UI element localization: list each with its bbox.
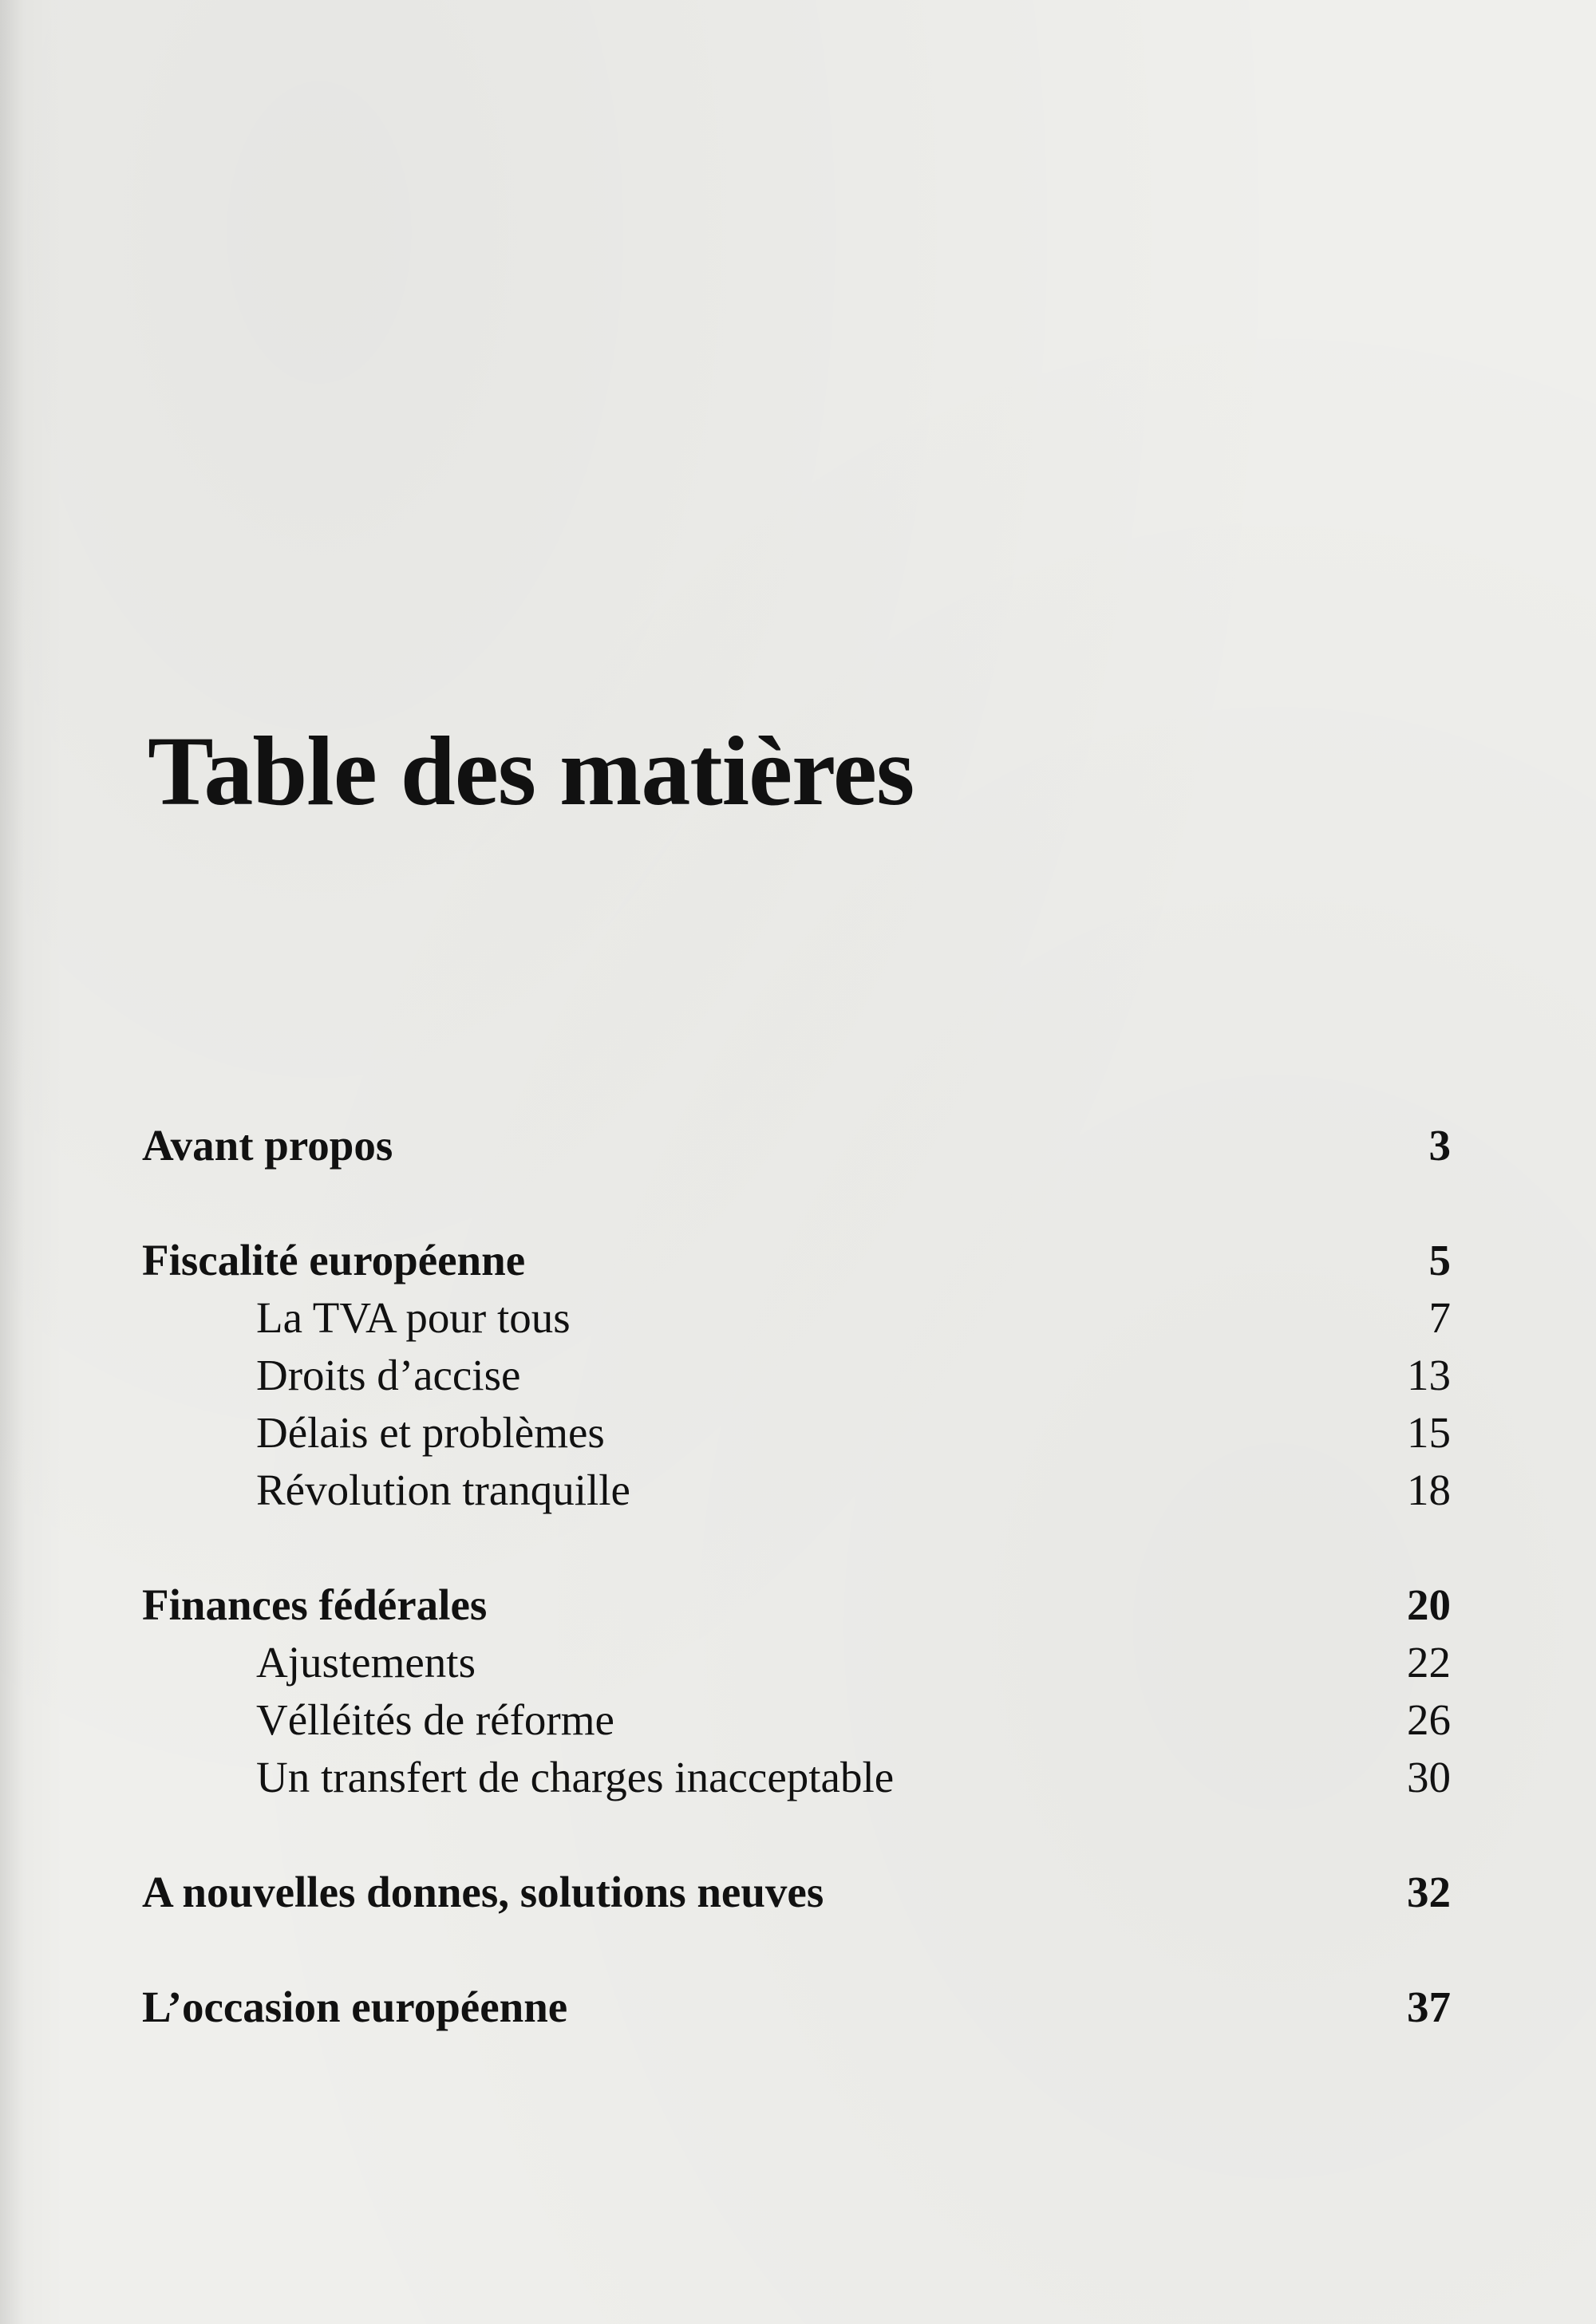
toc-subentry <box>142 1289 1451 1347</box>
toc-entry-page: 20 <box>1407 1580 1451 1629</box>
toc-subentry-page: 7 <box>1428 1293 1451 1342</box>
toc-subentry-page: 15 <box>1407 1408 1451 1457</box>
toc-entry-label: A nouvelles donnes, solutions neuves <box>142 1868 824 1916</box>
toc-subentry <box>142 1404 1451 1462</box>
toc-entry <box>142 1117 1451 1174</box>
toc-subentry-label: Vélléités de réforme <box>256 1695 614 1744</box>
toc-section <box>142 1232 1451 1519</box>
page-title: Table des matières <box>148 716 915 826</box>
toc-entry-label: L’occasion européenne <box>142 1983 568 2031</box>
toc-subentry <box>142 1691 1451 1749</box>
toc-subentry <box>142 1749 1451 1806</box>
toc-subentry-label: Droits d’accise <box>256 1351 521 1399</box>
toc-entry <box>142 1979 1451 2036</box>
toc-subentry-label: La TVA pour tous <box>256 1293 571 1342</box>
toc-entry-label: Finances fédérales <box>142 1580 488 1629</box>
toc-section <box>142 1979 1451 2036</box>
toc-entry-label: Fiscalité européenne <box>142 1236 526 1284</box>
toc-subentry-page: 30 <box>1407 1753 1451 1801</box>
toc-subentry-page: 26 <box>1407 1695 1451 1744</box>
toc-subentry-label: Ajustements <box>256 1638 476 1687</box>
toc-subentry-label: Révolution tranquille <box>256 1466 630 1514</box>
toc-subentry-page: 22 <box>1407 1638 1451 1687</box>
toc-subentry <box>142 1347 1451 1404</box>
toc-entry-page: 32 <box>1407 1868 1451 1916</box>
toc-entry <box>142 1232 1451 1289</box>
toc-subentry-page: 18 <box>1407 1466 1451 1514</box>
toc-entry <box>142 1864 1451 1921</box>
table-of-contents <box>142 1117 1451 2093</box>
toc-subentry <box>142 1462 1451 1519</box>
toc-entry-label: Avant propos <box>142 1121 393 1170</box>
toc-subentry <box>142 1634 1451 1691</box>
toc-subentry-label: Délais et problèmes <box>256 1408 605 1457</box>
toc-entry-page: 3 <box>1428 1121 1451 1170</box>
toc-entry-page: 37 <box>1407 1983 1451 2031</box>
toc-entry-page: 5 <box>1428 1236 1451 1284</box>
toc-subentry-page: 13 <box>1407 1351 1451 1399</box>
toc-section <box>142 1576 1451 1806</box>
toc-subentry-label: Un transfert de charges inacceptable <box>256 1753 895 1801</box>
toc-section <box>142 1117 1451 1174</box>
toc-section <box>142 1864 1451 1921</box>
toc-entry <box>142 1576 1451 1634</box>
